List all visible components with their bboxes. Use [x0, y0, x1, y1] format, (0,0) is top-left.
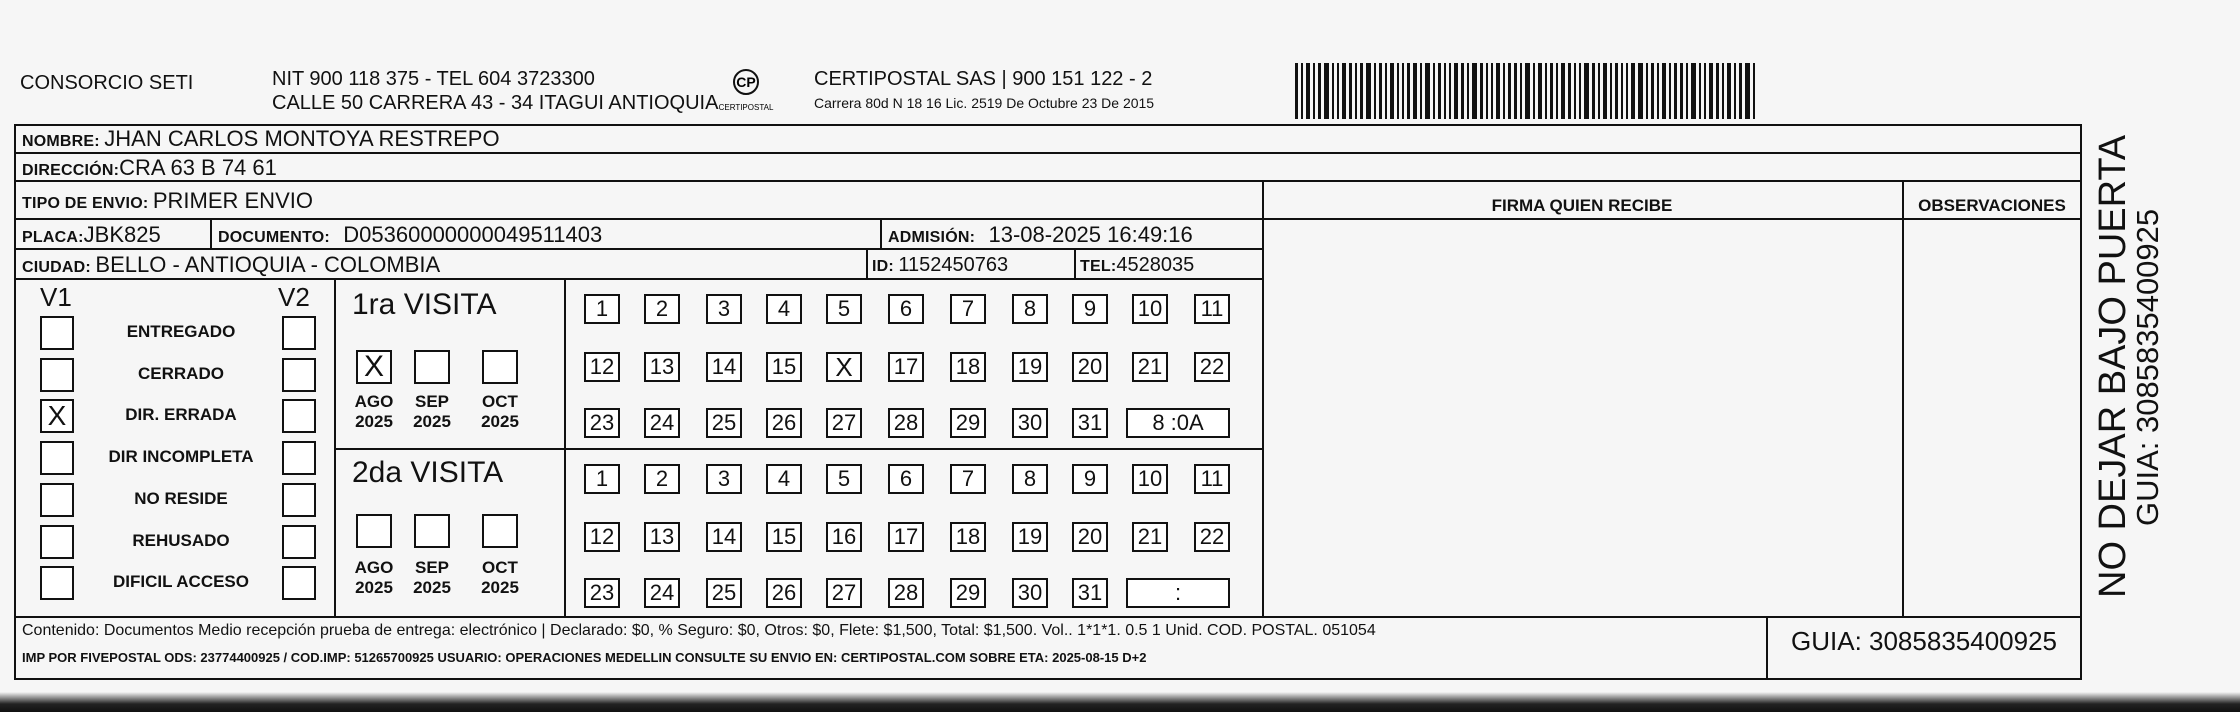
day-box[interactable]: 17: [888, 352, 924, 382]
admision-field: ADMISIÓN: 13-08-2025 16:49:16: [888, 222, 1193, 247]
day-box[interactable]: 8: [1012, 464, 1048, 494]
address-line: CALLE 50 CARRERA 43 - 34 ITAGUI ANTIOQUIA: [272, 92, 719, 114]
day-box[interactable]: 26: [766, 408, 802, 438]
barcode-bar: [1503, 63, 1505, 119]
day-box[interactable]: 21: [1132, 522, 1168, 552]
day-box[interactable]: 8: [1012, 294, 1048, 324]
barcode-bar: [1621, 63, 1623, 119]
barcode-bar: [1545, 63, 1547, 119]
day-box[interactable]: 14: [706, 522, 742, 552]
month-name: OCT: [482, 392, 518, 411]
barcode-bar: [1397, 63, 1399, 119]
day-box[interactable]: 24: [644, 408, 680, 438]
barcode-bar: [1366, 63, 1371, 119]
day-box[interactable]: 5: [826, 294, 862, 324]
placa-value: JBK825: [83, 222, 161, 247]
day-box[interactable]: 22: [1194, 522, 1230, 552]
status-option-label: REHUSADO: [132, 531, 230, 550]
v2-checkbox[interactable]: [282, 316, 316, 350]
day-box[interactable]: 1: [584, 294, 620, 324]
day-box[interactable]: 5: [826, 464, 862, 494]
v1-checkbox[interactable]: [40, 441, 74, 475]
barcode-bar: [1550, 63, 1553, 119]
day-box[interactable]: 31: [1072, 578, 1108, 608]
barcode-bar: [1598, 63, 1600, 119]
barcode-bar: [1722, 63, 1724, 119]
month-checkbox[interactable]: [482, 350, 518, 384]
day-box[interactable]: 31: [1072, 408, 1108, 438]
barcode-bar: [1646, 63, 1648, 119]
barcode-bar: [1574, 63, 1576, 119]
barcode-bar: [1520, 63, 1522, 119]
barcode-bar: [1355, 63, 1357, 119]
day-box[interactable]: 17: [888, 522, 924, 552]
footer-contenido: Contenido: Documentos Medio recepción prueba de entrega: electrónico | Declarado: $0, % Seguro: $0, Otros: $0, Flete: $1,500, Total: $1,500. Vol.. 1*1*1. 0.5 1 Unid. COD. POSTAL. 051054: [22, 622, 1376, 639]
side-guia: GUIA: 3085835400925: [2130, 208, 2165, 526]
barcode-bar: [1561, 63, 1565, 119]
barcode-bar: [1615, 63, 1618, 119]
day-box[interactable]: 29: [950, 408, 986, 438]
day-box[interactable]: 18: [950, 522, 986, 552]
month-year: 2025: [481, 578, 519, 597]
day-box[interactable]: 20: [1072, 352, 1108, 382]
barcode-bar: [1472, 63, 1477, 119]
day-box[interactable]: 28: [888, 578, 924, 608]
barcode-bar: [1727, 63, 1731, 119]
barcode-bar: [1704, 63, 1706, 119]
status-option-label: ENTREGADO: [126, 322, 236, 341]
barcode-bar: [1533, 63, 1535, 119]
barcode-bar: [1662, 63, 1666, 119]
month-checkbox[interactable]: [482, 514, 518, 548]
barcode-bar: [1324, 63, 1329, 119]
barcode-bar: [1568, 63, 1571, 119]
day-box[interactable]: 13: [644, 352, 680, 382]
barcode-bar: [1734, 63, 1736, 119]
status-option-label: DIR INCOMPLETA: [108, 447, 254, 466]
barcode-bar: [1413, 63, 1417, 119]
barcode-bar: [1467, 63, 1469, 119]
barcode-bar: [1739, 63, 1742, 119]
ciudad-value: BELLO - ANTIOQUIA - COLOMBIA: [95, 252, 441, 277]
v2-checkbox[interactable]: [282, 483, 316, 517]
admision-value: 13-08-2025 16:49:16: [988, 222, 1193, 247]
month-label: [472, 558, 528, 598]
barcode-bar: [1374, 63, 1376, 119]
day-box[interactable]: 19: [1012, 352, 1048, 382]
day-box[interactable]: 13: [644, 522, 680, 552]
barcode-bar: [1444, 63, 1446, 119]
barcode-bar: [1753, 63, 1755, 119]
barcode-bar: [1402, 63, 1404, 119]
logo-text: CERTIPOSTAL: [718, 103, 774, 112]
day-box[interactable]: 4: [766, 464, 802, 494]
footer-guia: GUIA: 3085835400925: [1791, 626, 2057, 656]
status-option-label: CERRADO: [138, 364, 224, 383]
footer-imp: IMP POR FIVEPOSTAL ODS: 23774400925 / COD.IMP: 51265700925 USUARIO: OPERACIONES MEDELLIN CONSULTE SU ENVIO EN: CERTIPOSTAL.COM SOBRE ETA: 2025-08-15 D+2: [22, 650, 1147, 665]
day-box[interactable]: X: [826, 352, 862, 382]
day-box[interactable]: 2: [644, 294, 680, 324]
barcode-bar: [1603, 63, 1607, 119]
barcode-bar: [1349, 63, 1352, 119]
observaciones-header: OBSERVACIONES: [1918, 196, 2066, 215]
svg-text:CP: CP: [736, 74, 756, 90]
nombre-field: NOMBRE: JHAN CARLOS MONTOYA RESTREPO: [22, 126, 500, 151]
v1-checkbox[interactable]: [40, 525, 74, 559]
day-box[interactable]: 3: [706, 464, 742, 494]
day-box[interactable]: 28: [888, 408, 924, 438]
day-box[interactable]: 6: [888, 294, 924, 324]
day-box[interactable]: 11: [1194, 464, 1230, 494]
tipo-field: TIPO DE ENVIO: PRIMER ENVIO: [22, 188, 313, 213]
barcode-bar: [1699, 63, 1701, 119]
day-box[interactable]: 15: [766, 352, 802, 382]
barcode-bar: [1631, 63, 1635, 119]
month-checkbox[interactable]: X: [356, 350, 392, 384]
month-year: 2025: [413, 412, 451, 431]
barcode-bar: [1651, 63, 1654, 119]
barcode-bar: [1669, 63, 1671, 119]
barcode-bar: [1306, 63, 1310, 119]
firma-header: FIRMA QUIEN RECIBE: [1491, 196, 1673, 215]
day-box[interactable]: 3: [706, 294, 742, 324]
day-box[interactable]: 2: [644, 464, 680, 494]
day-box[interactable]: 20: [1072, 522, 1108, 552]
barcode-bar: [1301, 63, 1303, 119]
placa-field: PLACA:JBK825: [22, 222, 161, 247]
barcode-bar: [1496, 63, 1500, 119]
month-name: SEP: [414, 558, 450, 577]
documento-field: DOCUMENTO: D05360000000049511403: [218, 222, 603, 247]
company-name: CONSORCIO SETI: [20, 72, 194, 94]
day-box[interactable]: 18: [950, 352, 986, 382]
month-year: 2025: [481, 412, 519, 431]
day-box[interactable]: 6: [888, 464, 924, 494]
documento-value: D05360000000049511403: [343, 222, 603, 247]
v2-checkbox[interactable]: [282, 525, 316, 559]
barcode-bar: [1425, 63, 1430, 119]
day-box[interactable]: 16: [826, 522, 862, 552]
day-box[interactable]: 25: [706, 408, 742, 438]
barcode-bar: [1480, 63, 1483, 119]
day-box[interactable]: 12: [584, 352, 620, 382]
direccion-value: CRA 63 B 74 61: [119, 155, 277, 180]
barcode-bar: [1584, 63, 1589, 119]
day-box[interactable]: 27: [826, 408, 862, 438]
barcode-bar: [1538, 63, 1542, 119]
scan-edge: [0, 692, 2240, 712]
tel-value: 4528035: [1116, 254, 1195, 276]
month-checkbox[interactable]: [356, 514, 392, 548]
v1-checkbox[interactable]: [40, 566, 74, 600]
time-box[interactable]: :: [1126, 578, 1230, 608]
barcode-bar: [1638, 63, 1643, 119]
day-box[interactable]: 27: [826, 578, 862, 608]
first-visit-title: 1ra VISITA: [352, 288, 497, 321]
barcode-bar: [1610, 63, 1612, 119]
v1-checkbox[interactable]: X: [40, 399, 74, 433]
barcode-bar: [1716, 63, 1719, 119]
v1-label: V1: [40, 282, 72, 312]
id-field: ID: 1152450763: [872, 254, 1009, 276]
barcode-bar: [1686, 63, 1688, 119]
day-box[interactable]: 9: [1072, 294, 1108, 324]
barcode-bar: [1461, 63, 1464, 119]
barcode-bar: [1709, 63, 1713, 119]
barcode-bar: [1657, 63, 1659, 119]
day-box[interactable]: 24: [644, 578, 680, 608]
day-box[interactable]: 29: [950, 578, 986, 608]
barcode-bar: [1407, 63, 1410, 119]
day-box[interactable]: 30: [1012, 578, 1048, 608]
month-name: SEP: [414, 392, 450, 411]
direccion-field: DIRECCIÓN:CRA 63 B 74 61: [22, 155, 277, 180]
v1-checkbox[interactable]: [40, 316, 74, 350]
barcode-bar: [1680, 63, 1683, 119]
direccion-row: [14, 154, 2082, 182]
status-option-label: DIFICIL ACCESO: [112, 572, 249, 591]
day-box[interactable]: 15: [766, 522, 802, 552]
certipostal-logo: [712, 66, 776, 114]
day-box[interactable]: 30: [1012, 408, 1048, 438]
month-year: 2025: [413, 578, 451, 597]
barcode-bar: [1313, 63, 1315, 119]
v2-label: V2: [278, 282, 310, 312]
barcode: [1295, 63, 1927, 119]
month-label: [472, 392, 528, 432]
day-box[interactable]: 23: [584, 578, 620, 608]
v2-checkbox[interactable]: [282, 566, 316, 600]
day-box[interactable]: 7: [950, 294, 986, 324]
license-line: Carrera 80d N 18 16 Lic. 2519 De Octubre 23 De 2015: [814, 95, 1155, 111]
day-box[interactable]: 12: [584, 522, 620, 552]
barcode-bar: [1691, 63, 1696, 119]
barcode-bar: [1745, 63, 1750, 119]
day-box[interactable]: 23: [584, 408, 620, 438]
v2-checkbox[interactable]: [282, 358, 316, 392]
second-visit-title: 2da VISITA: [352, 456, 504, 489]
barcode-bar: [1433, 63, 1435, 119]
certipostal-line: CERTIPOSTAL SAS | 900 151 122 - 2: [814, 68, 1153, 90]
barcode-bar: [1332, 63, 1334, 119]
day-box[interactable]: 19: [1012, 522, 1048, 552]
month-label: [346, 558, 402, 598]
barcode-bar: [1438, 63, 1441, 119]
day-box[interactable]: 21: [1132, 352, 1168, 382]
month-checkbox[interactable]: [414, 350, 450, 384]
barcode-bar: [1379, 63, 1382, 119]
barcode-bar: [1525, 63, 1530, 119]
day-box[interactable]: 10: [1132, 464, 1168, 494]
day-box[interactable]: 25: [706, 578, 742, 608]
month-label: [404, 558, 460, 598]
barcode-bar: [1486, 63, 1488, 119]
barcode-bar: [1626, 63, 1628, 119]
day-box[interactable]: 9: [1072, 464, 1108, 494]
month-year: 2025: [355, 578, 393, 597]
status-option-label: NO RESIDE: [134, 489, 228, 508]
ciudad-field: CIUDAD: BELLO - ANTIOQUIA - COLOMBIA: [22, 252, 441, 277]
barcode-bar: [1556, 63, 1558, 119]
v1-checkbox[interactable]: [40, 358, 74, 392]
day-box[interactable]: 14: [706, 352, 742, 382]
barcode-bar: [1342, 63, 1346, 119]
month-name: AGO: [354, 558, 394, 577]
no-dejar-warning: NO DEJAR BAJO PUERTA: [2092, 134, 2134, 598]
barcode-bar: [1491, 63, 1493, 119]
month-label: [404, 392, 460, 432]
barcode-bar: [1508, 63, 1511, 119]
v2-checkbox[interactable]: [282, 441, 316, 475]
day-box[interactable]: 1: [584, 464, 620, 494]
barcode-bar: [1674, 63, 1677, 119]
barcode-bar: [1449, 63, 1451, 119]
barcode-bar: [1420, 63, 1422, 119]
month-name: OCT: [482, 558, 518, 577]
barcode-bar: [1337, 63, 1339, 119]
v2-checkbox[interactable]: [282, 399, 316, 433]
v1-checkbox[interactable]: [40, 483, 74, 517]
day-box[interactable]: 26: [766, 578, 802, 608]
barcode-bar: [1579, 63, 1581, 119]
nombre-value: JHAN CARLOS MONTOYA RESTREPO: [104, 126, 500, 151]
barcode-bar: [1390, 63, 1394, 119]
barcode-bar: [1514, 63, 1517, 119]
month-checkbox[interactable]: [414, 514, 450, 548]
tel-field: TEL:4528035: [1080, 254, 1195, 276]
day-box[interactable]: 10: [1132, 294, 1168, 324]
id-value: 1152450763: [898, 254, 1009, 276]
barcode-bar: [1592, 63, 1595, 119]
month-year: 2025: [355, 412, 393, 431]
barcode-bar: [1318, 63, 1321, 119]
day-box[interactable]: 7: [950, 464, 986, 494]
day-box[interactable]: 22: [1194, 352, 1230, 382]
day-box[interactable]: 11: [1194, 294, 1230, 324]
time-box[interactable]: 8 :0A: [1126, 408, 1230, 438]
barcode-bar: [1360, 63, 1363, 119]
month-name: AGO: [354, 392, 394, 411]
tipo-value: PRIMER ENVIO: [152, 188, 313, 213]
barcode-bar: [1454, 63, 1458, 119]
status-option-label: DIR. ERRADA: [125, 405, 237, 424]
barcode-bar: [1385, 63, 1387, 119]
month-label: [346, 392, 402, 432]
divider-observaciones: [1902, 182, 1904, 616]
barcode-bar: [1295, 63, 1298, 119]
nit-line: NIT 900 118 375 - TEL 604 3723300: [272, 68, 595, 90]
day-box[interactable]: 4: [766, 294, 802, 324]
